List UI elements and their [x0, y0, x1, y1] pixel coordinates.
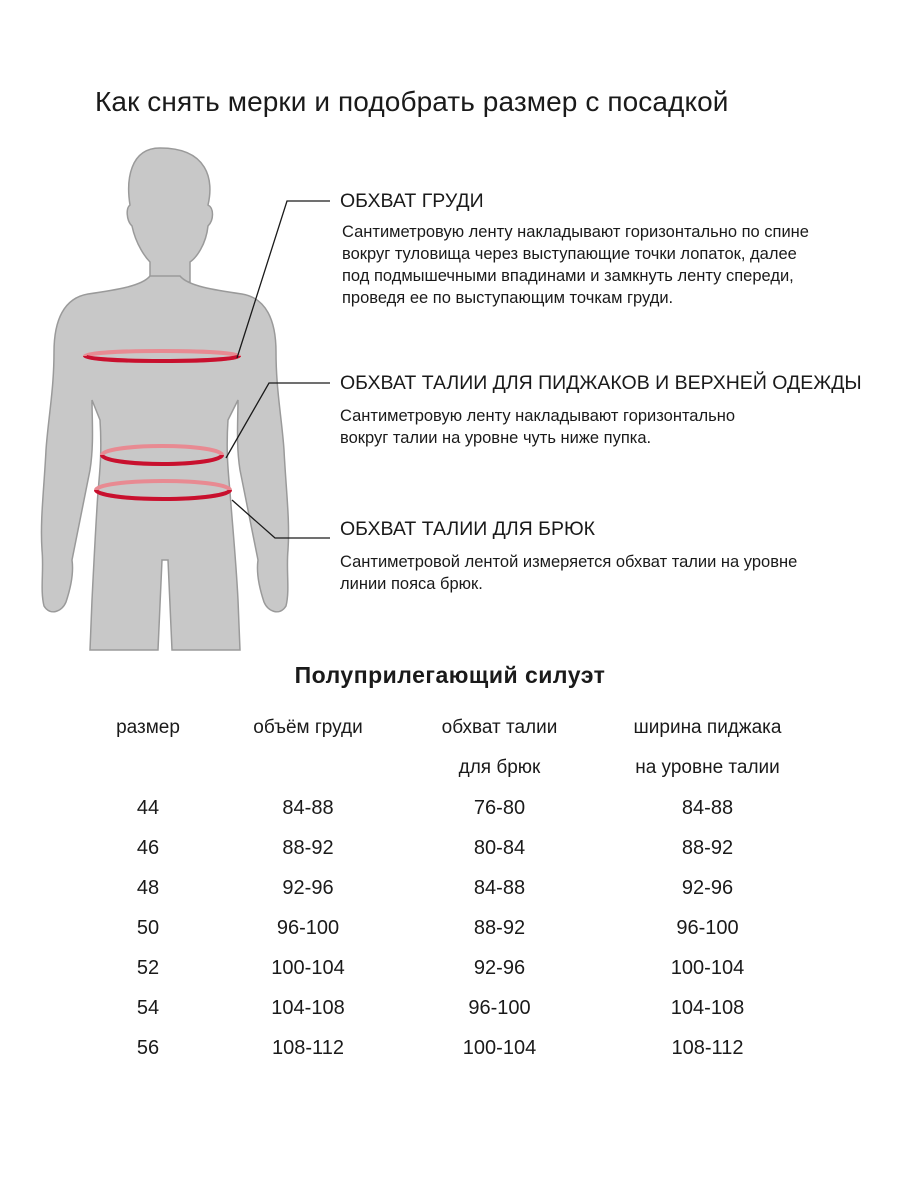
cell-jacket-width: 92-96	[681, 877, 734, 899]
header-waist-pants	[417, 708, 582, 788]
header-waist-pants-line1: обхват талии	[441, 717, 558, 738]
cell-chest: 100-104	[271, 957, 345, 979]
section-text: Сантиметровую ленту накладывают горизонтально по спине вокруг туловища через выступающие точки лопаток, далее под подмышечными впадинами и замкнуть ленту спереди, проведя ее по выступающим точкам груди.	[342, 223, 809, 307]
cell-chest: 108-112	[272, 1037, 344, 1059]
header-jacket-width-line1: ширина пиджака	[633, 717, 782, 738]
table-title-text: Полуприлегающий силуэт	[294, 662, 606, 688]
cell-jacket-width: 88-92	[681, 837, 734, 859]
section-waist-pants	[340, 518, 820, 595]
cell-size: 50	[136, 917, 160, 939]
section-chest	[340, 190, 822, 309]
section-heading: ОБХВАТ ТАЛИИ ДЛЯ ПИДЖАКОВ И ВЕРХНЕЙ ОДЕЖДЫ	[340, 372, 862, 394]
cell-chest: 92-96	[282, 877, 334, 899]
page-title: Как снять мерки и подобрать размер с посадкой	[95, 86, 729, 117]
section-text: Сантиметровой лентой измеряется обхват талии на уровне линии пояса брюк.	[340, 553, 798, 593]
cell-waist-pants: 92-96	[473, 957, 526, 979]
cell-chest: 104-108	[271, 997, 345, 1019]
table-title	[0, 662, 900, 689]
header-jacket-width-line2: на уровне талии	[635, 757, 780, 778]
section-heading: ОБХВАТ ТАЛИИ ДЛЯ БРЮК	[340, 518, 596, 540]
cell-jacket-width: 96-100	[676, 917, 739, 939]
cell-jacket-width: 104-108	[670, 997, 745, 1019]
cell-waist-pants: 96-100	[468, 997, 531, 1019]
header-size-line1: размер	[116, 717, 180, 738]
cell-waist-pants: 80-84	[473, 837, 526, 859]
cell-size: 56	[136, 1037, 160, 1059]
cell-chest: 88-92	[282, 837, 334, 859]
section-text: Сантиметровую ленту накладывают горизонтально вокруг талии на уровне чуть ниже пупка.	[340, 407, 736, 447]
cell-size: 52	[136, 957, 160, 979]
cell-waist-pants: 84-88	[473, 877, 526, 899]
cell-chest: 84-88	[282, 797, 334, 819]
cell-size: 54	[136, 997, 160, 1019]
cell-jacket-width: 84-88	[681, 797, 734, 819]
body-silhouette	[41, 148, 288, 650]
header-size	[88, 708, 208, 748]
cell-chest: 96-100	[276, 917, 340, 939]
cell-size: 46	[136, 837, 160, 859]
header-jacket-width	[610, 708, 805, 788]
header-chest	[228, 708, 388, 748]
header-waist-pants-line2: для брюк	[458, 757, 541, 778]
cell-waist-pants: 100-104	[462, 1037, 537, 1059]
section-heading: ОБХВАТ ГРУДИ	[340, 190, 484, 212]
cell-size: 48	[136, 877, 160, 899]
cell-size: 44	[136, 797, 160, 819]
cell-jacket-width: 100-104	[670, 957, 745, 979]
section-waist-jacket	[340, 372, 862, 449]
cell-jacket-width: 108-112	[671, 1037, 744, 1059]
cell-waist-pants: 88-92	[473, 917, 526, 939]
cell-waist-pants: 76-80	[473, 797, 526, 819]
header-chest-line1: объём груди	[253, 717, 363, 738]
